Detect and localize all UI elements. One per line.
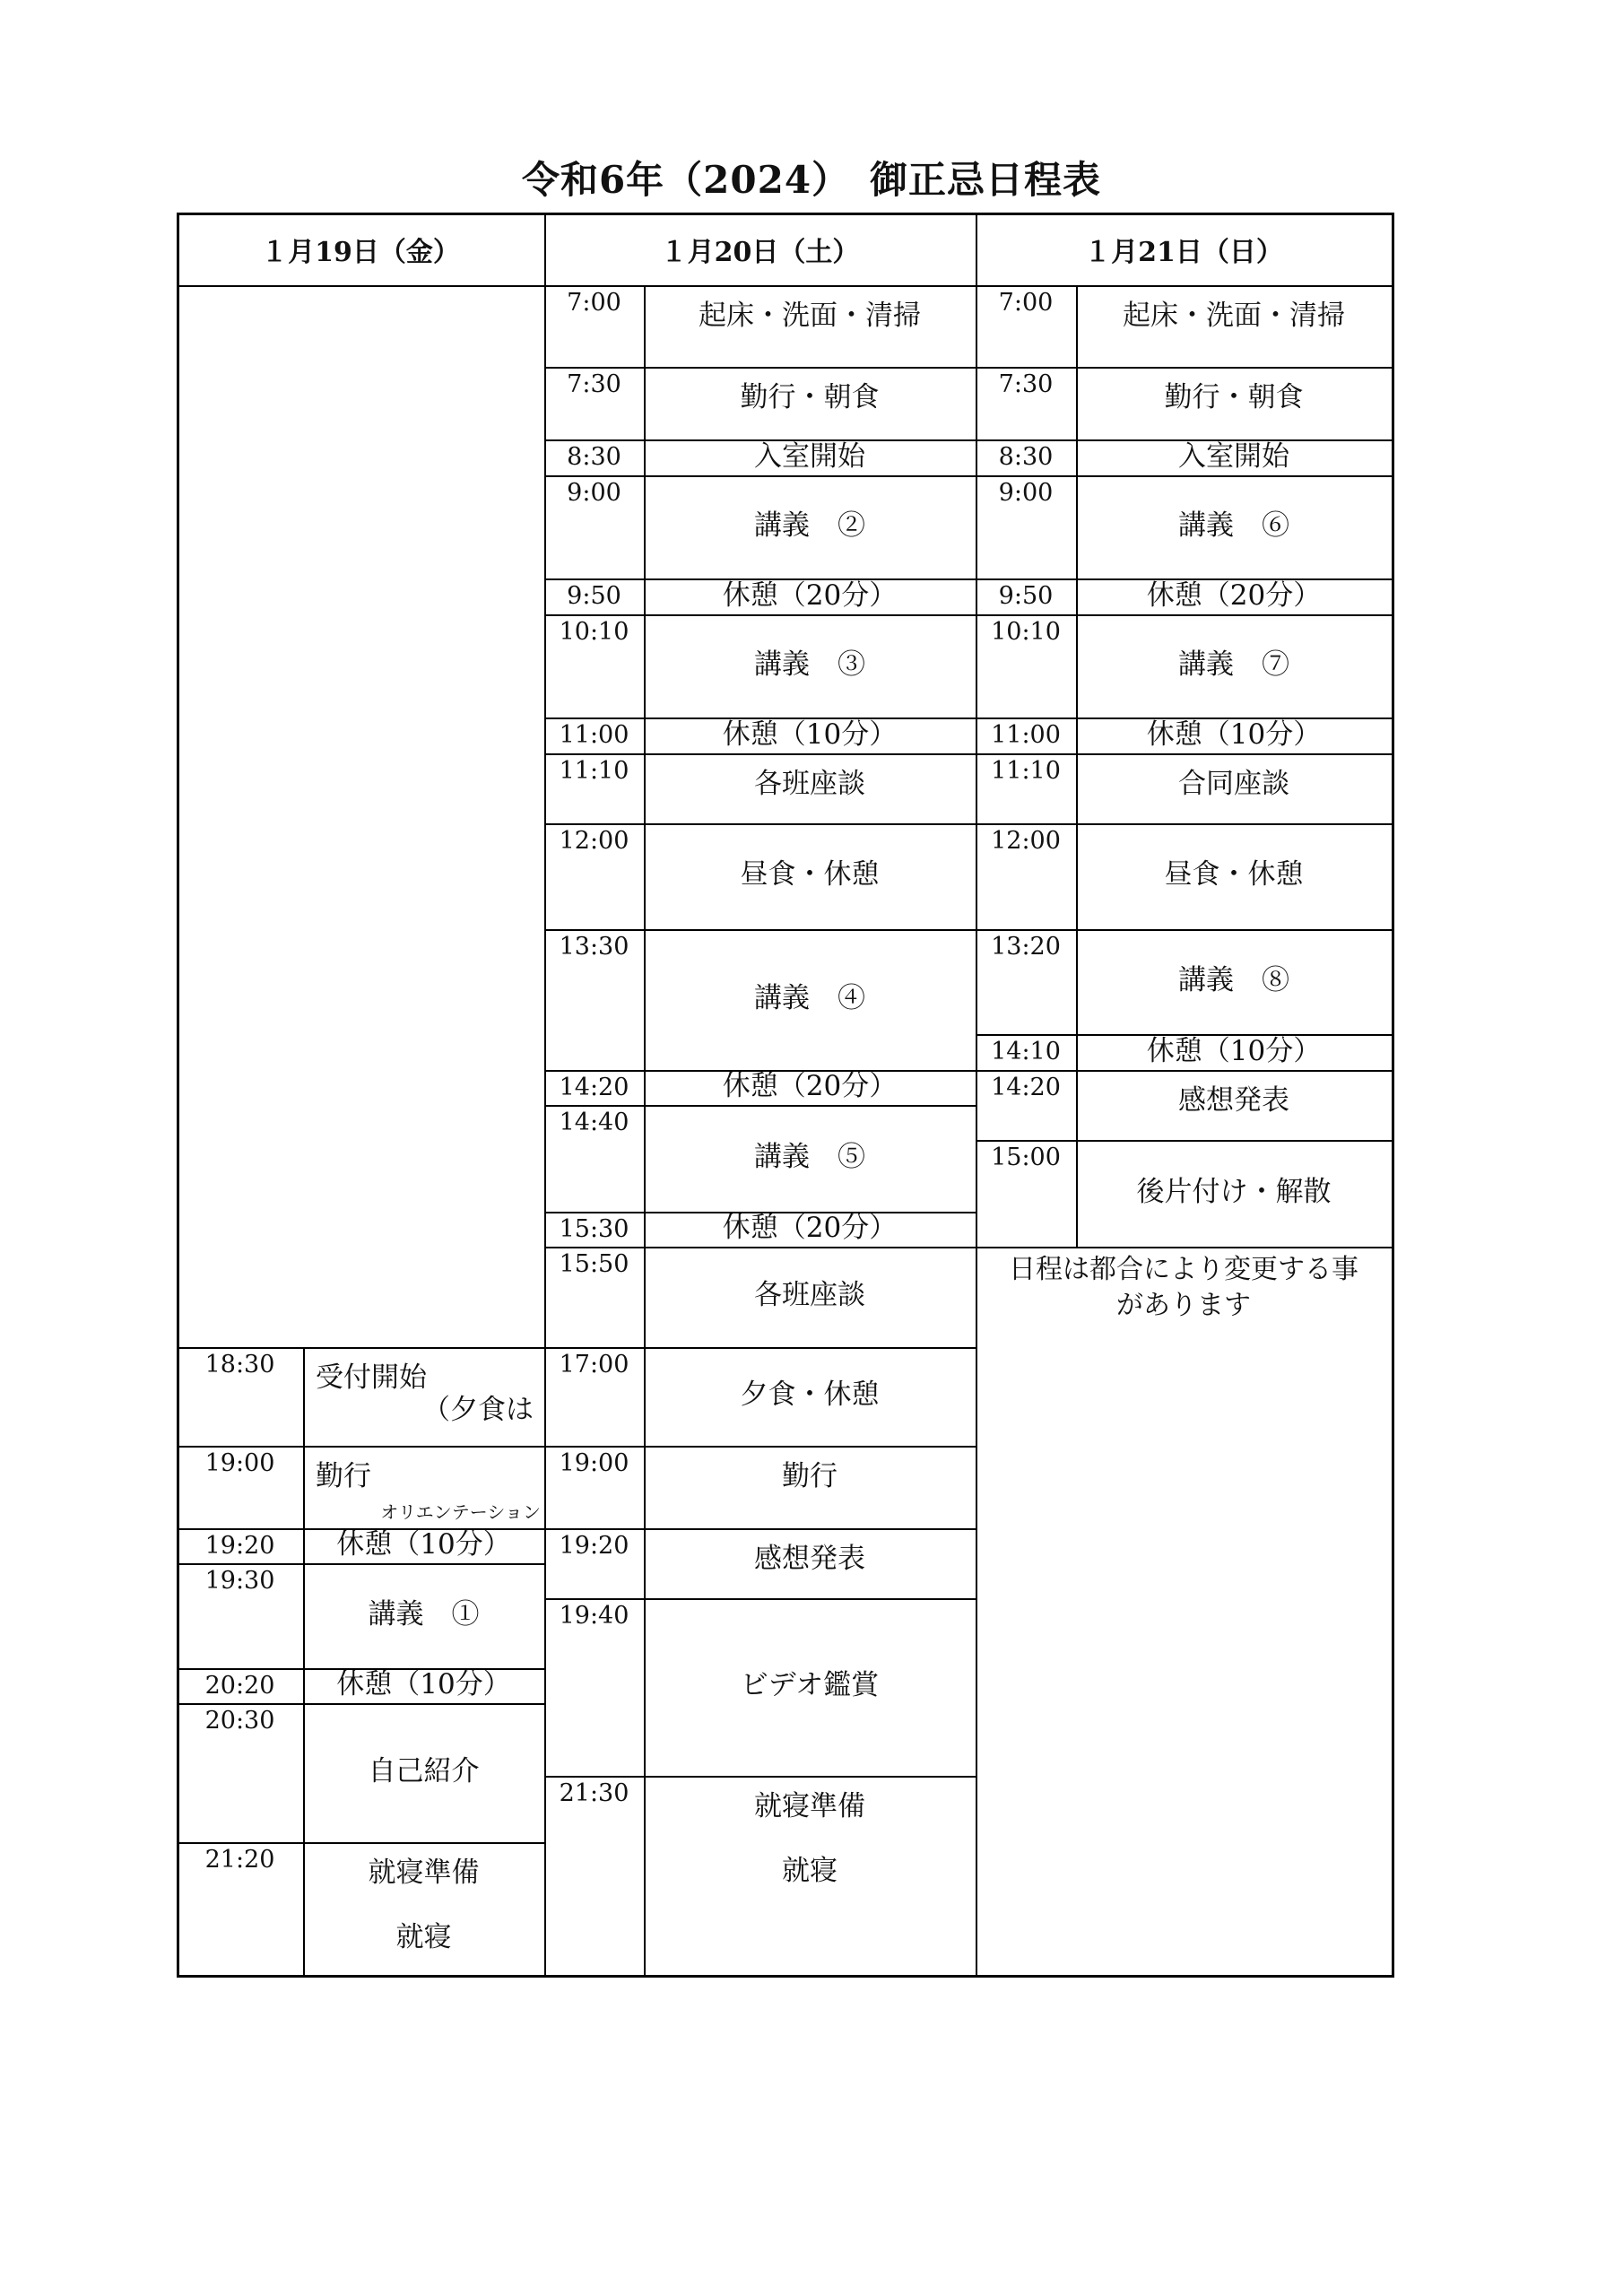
day2-row-time: 13:30 [559,933,629,961]
day1-row-activity: 勤行 [316,1460,371,1492]
day2-row-time: 11:10 [559,757,629,785]
day2-row-time: 14:20 [559,1074,629,1101]
day2-row-time: 15:50 [559,1250,629,1278]
day2-row-time: 12:00 [559,827,629,855]
day2-row-activity: 起床・洗面・清掃 [699,300,921,332]
day2-row-activity: 夕食・休憩 [740,1378,880,1411]
day2-row-time: 19:20 [559,1532,629,1560]
day2-row-time: 19:40 [559,1602,629,1630]
day3-row-time: 15:00 [991,1144,1061,1171]
day2-row-activity: 入室開始 [754,440,865,473]
day3-row-time: 14:20 [991,1074,1061,1101]
day3-row-time: 9:00 [998,479,1054,507]
day3-row-time: 12:00 [991,827,1061,855]
day1-row-activity: 就寝準備 [368,1857,480,1889]
day3-row-activity: 勤行・朝食 [1164,381,1304,413]
schedule-note: 日程は都合により変更する事 があります [1009,1254,1358,1321]
day3-end-line [976,1247,1392,1248]
day2-row-time: 15:30 [559,1215,629,1243]
day2-row-activity: 各班座談 [754,768,865,800]
day1-row-activity: 休憩（10分） [336,1528,511,1561]
day3-row-time: 14:10 [991,1038,1061,1065]
document-title: 令和6年（2024） 御正忌日程表 [521,158,1102,202]
day2-row-activity: 就寝準備 [754,1790,865,1822]
day1-time-divider [303,1347,305,1975]
day1-row-time: 20:30 [204,1707,275,1735]
header-day2: １月20日（土） [660,236,860,268]
day2-row-activity-sub: 就寝 [782,1855,838,1887]
schedule-note-line2: があります [1116,1290,1251,1321]
day3-row-time: 10:10 [991,618,1061,646]
day3-row-activity: 入室開始 [1178,440,1289,473]
day3-row-activity: 休憩（10分） [1146,1035,1322,1067]
day1-start-line [177,1347,544,1349]
day2-row-time: 9:00 [567,479,621,507]
table-top-border [177,213,1393,215]
day2-row-time: 21:30 [559,1779,629,1807]
day3-row-activity: 起床・洗面・清掃 [1123,300,1345,332]
day3-row-time: 9:50 [998,582,1054,610]
day3-row-time: 7:30 [998,370,1054,398]
day1-row-time: 19:20 [204,1532,275,1560]
day3-row-time: 11:00 [991,721,1061,749]
day2-row-activity: 勤行・朝食 [740,381,880,413]
day3-row-time: 8:30 [998,443,1054,471]
day1-row-activity-sub: 就寝 [395,1921,452,1953]
day2-row-activity: ビデオ鑑賞 [740,1669,880,1701]
day2-row-time: 9:50 [567,582,621,610]
day2-row-activity: 勤行 [782,1460,838,1492]
day2-row-time: 11:00 [559,721,629,749]
header-day1: １月19日（金） [261,236,460,268]
day1-row-time: 19:00 [204,1449,275,1477]
day2-row-activity: 各班座談 [754,1279,865,1311]
day1-row-activity: 休憩（10分） [336,1668,511,1700]
table-bottom-border [177,1975,1393,1978]
day1-row-time: 18:30 [204,1351,275,1378]
day2-time-divider [644,285,646,1975]
day1-row-time: 21:20 [204,1846,275,1874]
day3-row-time: 7:00 [998,289,1054,317]
day2-row-activity: 講義 ⑤ [754,1140,865,1173]
day2-row-activity: 休憩（10分） [722,718,898,751]
day2-row-time: 8:30 [567,443,621,471]
day3-row-activity: 講義 ⑥ [1178,509,1289,542]
day-divider-2 [976,213,977,1975]
day2-row-time: 17:00 [559,1351,629,1378]
day2-row-activity: 休憩（20分） [722,1070,898,1102]
day3-row-activity: 講義 ⑧ [1178,963,1289,996]
day2-row-activity: 感想発表 [754,1543,865,1575]
day3-row-activity: 昼食・休憩 [1164,858,1304,891]
day1-row-time: 19:30 [204,1567,275,1595]
day2-row-time: 7:00 [567,289,621,317]
day3-time-divider [1076,285,1078,1247]
day1-row-activity-sub: オリエンテーション [380,1501,541,1523]
day1-row-activity: 自己紹介 [368,1754,480,1787]
day2-row-time: 10:10 [559,618,629,646]
day3-row-activity: 感想発表 [1178,1084,1289,1117]
day3-row-activity: 後片付け・解散 [1136,1175,1332,1208]
day-divider-1 [544,213,546,1975]
day1-row-activity-sub: （夕食は [422,1394,534,1426]
day2-row-activity: 講義 ③ [754,648,865,681]
day1-row-activity: 受付開始 [316,1361,427,1394]
day3-row-activity: 合同座談 [1178,768,1289,800]
header-bottom-border [177,285,1393,287]
day1-row-time: 20:20 [204,1672,275,1700]
day2-row-time: 19:00 [559,1449,629,1477]
day2-row-activity: 休憩（20分） [722,1212,898,1244]
table-left-border [177,213,179,1975]
day3-row-time: 11:10 [991,757,1061,785]
day2-row-activity: 休憩（20分） [722,579,898,612]
day3-row-activity: 休憩（10分） [1146,718,1322,751]
day1-row-activity: 講義 ① [368,1597,480,1631]
day2-row-activity: 昼食・休憩 [740,858,880,891]
day2-row-activity: 講義 ② [754,509,865,542]
day2-row-time: 7:30 [567,370,621,398]
day2-row-activity: 講義 ④ [754,981,865,1014]
header-day3: １月21日（日） [1084,236,1283,268]
day3-row-activity: 講義 ⑦ [1178,648,1289,681]
day3-row-time: 13:20 [991,933,1061,961]
day2-row-time: 14:40 [559,1109,629,1136]
table-right-border [1392,213,1394,1978]
day3-row-activity: 休憩（20分） [1146,579,1322,612]
